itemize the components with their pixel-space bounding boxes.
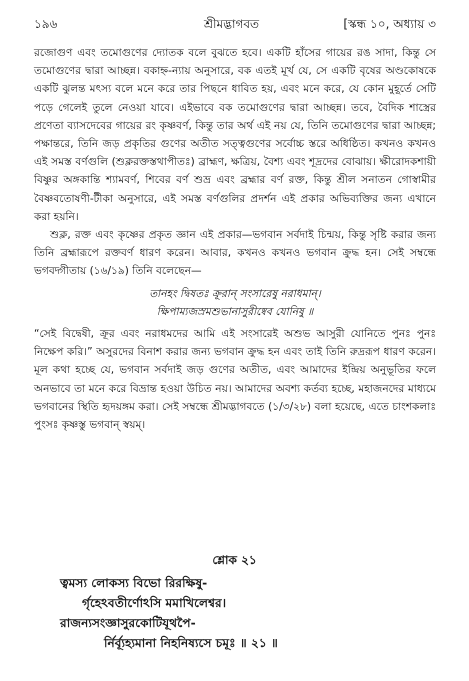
gita-quote-line: তানহং দ্বিষতঃ ক্রূরান্ সংসারেষু নরাধমান্। [149, 287, 321, 300]
paragraph: শুক্ল, রক্ত এবং কৃষ্ণের প্রকৃত জ্ঞান এই প্রকার—ভগবান সর্বদাই চিন্ময়, কিন্তু সৃষ্টি করার জন্য তিনি ব্রহ্মারূপে রক্তবর্ণ ধারণ করেন। আবার, কখনও কখনও ভগবান ক্রুদ্ধ হন। সেই সম্বন্ধে ভগবদ্গীতায় (১৬/১৯) তিনি বলেছেন— [34, 229, 436, 278]
section-reference: [স্কন্ধ ১০, অধ্যায় ৩ [343, 17, 436, 31]
verse-line: ত্বমস্য লোকস্য বিভো রিরক্ষিষু- [60, 576, 208, 590]
paragraph: রজোগুণ এবং তমোগুণের দ্যোতক বলে বুঝতে হবে। একটি হাঁসের গায়ের রঙ সাদা, কিন্তু সে তমোগুণের দ্বারা আচ্ছন্ন। বকাহ্ন-ন্যায় অনুসারে, বক এতই মূর্খ যে, সে একটি বৃষের অণ্ডকোষকে একটি ঝুলন্ত মৎস্য বলে মনে করে তার পিছনে ধাবিত হয়, এবং মনে করে, যে কোন মুহূর্তে সেটি পড়ে গেলেই তুলে নেওয়া যাবে। এইভাবে বক তমোগুণের দ্বারা আচ্ছন্ন। তবে, বৈদিক শাস্ত্রের প্রণেতা ব্যাসদেবের গায়ের রং কৃষ্ণবর্ণ, কিন্তু তার অর্থ এই নয় যে, তিনি তমোগুণের দ্বারা আচ্ছন্ন; পক্ষান্তরে, তিনি জড় প্রকৃতির গুণের অতীত সত্ত্বগুণের সর্বোচ্চ স্তরে অধিষ্ঠিত। কখনও কখনও এই সমস্ত বর্ণগুলি (শুক্লরক্তস্তথাপীতঃ) ব্রাহ্মণ, ক্ষত্রিয়, বৈশ্য এবং শূদ্রদের বোঝায়। ক্ষীরোদকশায়ী বিষ্ণুর অঙ্গকান্তি শ্যামবর্ণ, শিবের বর্ণ শুভ্র এবং ব্রহ্মার বর্ণ রক্ত, কিন্তু শ্রীল সনাতন গোস্বামীর বৈষ্ণবতোষণী-টীকা অনুসারে, এই সমস্ত বর্ণগুলির প্রদর্শন এই প্রকার অভিব্যক্তির জন্য এখানে করা হয়নি। [34, 47, 436, 223]
verse-line: রাজন্যসংজ্ঞাসুরকোটিযূথপৈ- [60, 616, 196, 630]
sanskrit-verse [60, 573, 420, 653]
verse-heading: শ্লোক ২১ [212, 553, 257, 567]
purport-text [34, 44, 436, 434]
paragraph: “সেই বিদ্বেষী, ক্রূর এবং নরাধমদের আমি এই সংসারেই অশুভ আসুরী যোনিতে পুনঃ পুনঃ নিক্ষেপ করি।” অসুরদের বিনাশ করার জন্য ভগবান ক্রুদ্ধ হন এবং তাই তিনি রুদ্ররূপ ধারণ করেন। মূল কথা হচ্ছে যে, ভগবান সর্বদাই জড় গুণের অতীত, এবং আমাদের ইন্দ্রিয় অনুভূতির ফলে অনভাবে তা মনে করে বিভ্রান্ত হওয়া উচিত নয়। আমাদের অবশ্য কর্তব্য হচ্ছে, মহাজনদের মাধ্যমে ভগবানের স্থিতি হৃদয়ঙ্গম করা। সেই সম্বন্ধে শ্রীমদ্ভাগবতে (১/৩/২৮) বলা হয়েছে, এতে চাংশকলাঃ পুংসঃ কৃষ্ণস্তু ভগবান্ স্বয়ম্। [34, 328, 436, 432]
page-header [34, 14, 436, 34]
verse-line: র্গৃহেঽবতীর্ণোঽসি মমাখিলেশ্বর। [82, 596, 227, 610]
gita-quote-line: ক্ষিপাম্যজস্রমশুভানাসুরীষ্বেব যোনিষু ॥ [156, 305, 314, 318]
verse-line: র্নির্ব্যূহ্যমানা নিহনিষ্যসে চমূঃ ॥ ২১ ॥ [104, 636, 278, 650]
book-title: শ্রীমদ্ভাগবত [204, 17, 260, 31]
page-number: ১৯৬ [34, 17, 58, 31]
